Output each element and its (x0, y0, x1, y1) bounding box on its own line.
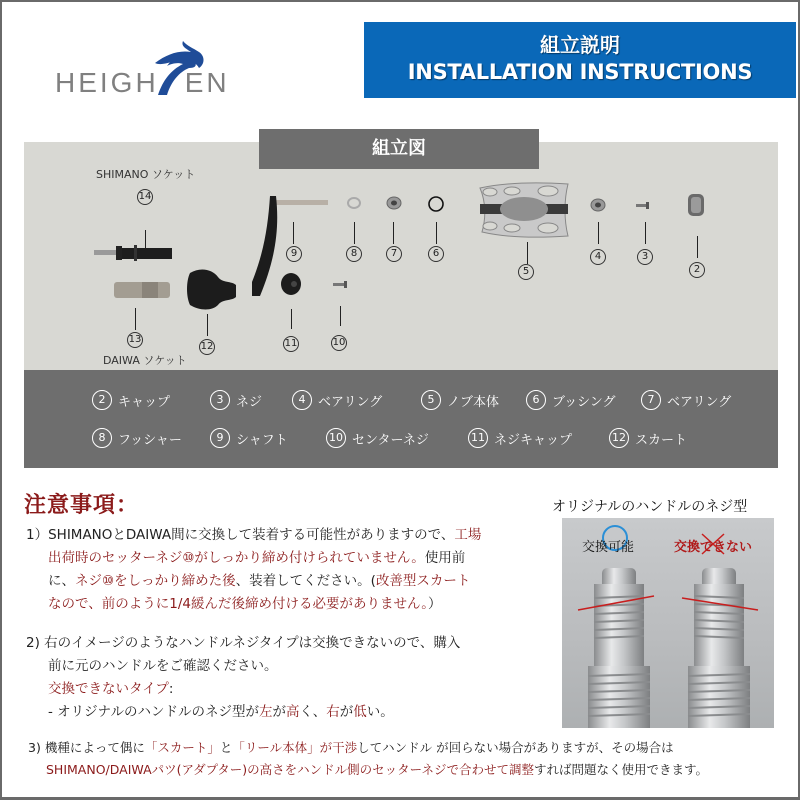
legend-number: 4 (292, 390, 312, 410)
leader-line (393, 222, 394, 244)
note-prefix: 2) (26, 635, 40, 651)
legend-number: 7 (641, 390, 661, 410)
exploded-diagram (24, 142, 778, 372)
callout-13: 13 (127, 332, 143, 348)
leader-line (436, 222, 437, 244)
leader-line (291, 309, 292, 329)
note-1-line-4 (26, 593, 546, 616)
title-en: INSTALLATION INSTRUCTIONS (407, 60, 753, 84)
notes-title: 注意事項： (24, 493, 140, 518)
legend-item (292, 390, 382, 410)
callout-7: 7 (386, 246, 402, 262)
note-1 (26, 524, 546, 616)
note-text: ） (428, 596, 442, 612)
legend-number: 8 (92, 428, 112, 448)
skirt-part (186, 267, 238, 311)
legend-number: 10 (326, 428, 346, 448)
legend-label: キャップ (118, 394, 171, 410)
legend-label: フッシャー (118, 432, 182, 448)
bearing-part (386, 196, 402, 210)
washer-part (347, 197, 361, 209)
note-1-line-3 (26, 570, 546, 593)
legend-item (421, 390, 499, 410)
note-text: 機種によって偶に (44, 740, 145, 755)
note-text-emphasis: 左 (259, 704, 273, 720)
note-text-emphasis: SHIMANO/DAIWAパツ(アダプター)の高さをハンドル側のセッターネジで合わせて (46, 762, 510, 777)
callout-8: 8 (346, 246, 362, 262)
thread-comparison-image (562, 518, 774, 728)
note-text: と (219, 740, 233, 755)
legend-row-1 (24, 390, 778, 420)
note-text: してハンドル が回らない場合がありますが、その場合は (357, 740, 674, 755)
note-text: が (272, 704, 286, 720)
note-1-line-1 (26, 524, 546, 547)
legend-label: センターネジ (352, 432, 429, 448)
legend-item (641, 390, 731, 410)
note-2-line-4 (26, 701, 546, 724)
note-text: SHIMANOとDAIWA間に交換して装着する可能性がありますので、 (48, 527, 455, 543)
screw-cap-part (280, 272, 302, 296)
legend-label: ノブ本体 (447, 394, 500, 410)
legend-label: ブッシング (552, 394, 616, 410)
note-2 (26, 632, 546, 724)
callout-6: 6 (428, 246, 444, 262)
shimano-socket-label: SHIMANO ソケット (96, 168, 196, 181)
leader-line (135, 308, 136, 330)
center-screw-part (333, 281, 349, 289)
legend-number: 12 (609, 428, 629, 448)
callout-3: 3 (637, 249, 653, 265)
title-jp: 組立説明 (540, 33, 620, 57)
legend-label: シャフト (236, 432, 288, 448)
note-text-emphasis: 低 (353, 704, 367, 720)
title-banner (364, 22, 796, 98)
daiwa-socket-part (114, 280, 172, 300)
cap-part (686, 192, 706, 218)
callout-12: 12 (199, 339, 215, 355)
note-text: 前に元のハンドルをご確認ください。 (48, 658, 278, 674)
callout-11: 11 (283, 336, 299, 352)
callout-5: 5 (518, 264, 534, 280)
legend-number: 9 (210, 428, 230, 448)
legend-item (468, 428, 572, 448)
note-text-emphasis: 交換できないタイプ (48, 681, 169, 697)
note-text: が (339, 704, 354, 720)
legend-label: ベアリング (318, 394, 383, 410)
legend-number: 11 (468, 428, 488, 448)
note-1-line-2 (26, 547, 546, 570)
leader-line (293, 222, 294, 244)
note-3-line-1 (28, 737, 708, 759)
legend-label: ベアリング (667, 394, 732, 410)
note-text-emphasis: 右 (326, 704, 340, 720)
thread-image-title: オリジナルのハンドルのネジ型 (552, 499, 748, 515)
legend-item (210, 390, 262, 410)
note-text: すれば問題なく使用できます。 (534, 762, 709, 777)
legend-item (326, 428, 429, 448)
legend-item (92, 390, 170, 410)
note-prefix: 1） (26, 527, 49, 543)
note-text: 、装着してください。( (235, 573, 376, 589)
leader-line (598, 222, 599, 244)
legend-number: 5 (421, 390, 441, 410)
note-3 (28, 737, 708, 781)
note-text-emphasis: 「スカート」 (144, 740, 220, 755)
knob-body-part (478, 182, 572, 238)
legend-item (210, 428, 288, 448)
exchangeable-label: 交換可能 (582, 540, 635, 555)
note-text: : (168, 681, 174, 697)
leader-line (207, 314, 208, 336)
note-text-emphasis: ネジ⑩をしっかり締めた後 (75, 573, 236, 589)
note-text: - オリジナルのハンドルのネジ型が (48, 704, 259, 720)
callout-14: 14 (137, 189, 153, 205)
legend-number: 3 (210, 390, 230, 410)
callout-9: 9 (286, 246, 302, 262)
legend-item (92, 428, 182, 448)
note-text-emphasis: 高 (286, 704, 300, 720)
note-text-emphasis: 改善型スカート (375, 573, 471, 589)
note-3-line-2 (28, 759, 708, 781)
note-text: く、 (299, 704, 327, 720)
note-text: 使用前 (424, 550, 466, 566)
legend-row-2 (24, 428, 778, 458)
legend-item (609, 428, 687, 448)
leader-line (697, 236, 698, 258)
callout-10: 10 (331, 335, 347, 351)
legend-label: ネジ (236, 394, 263, 410)
parts-legend (24, 370, 778, 468)
leader-line (527, 242, 528, 264)
note-text: い。 (366, 704, 394, 720)
shimano-socket-part (94, 242, 174, 264)
bushing-part (427, 196, 445, 212)
callout-2: 2 (689, 262, 705, 278)
note-text-emphasis: 「リール本体」 (232, 740, 320, 755)
note-2-line-3 (26, 678, 546, 701)
legend-label: スカート (635, 432, 688, 448)
leader-line (645, 222, 646, 244)
legend-number: 6 (526, 390, 546, 410)
screw-part (636, 202, 652, 210)
not-exchangeable-label: 交換できない (674, 540, 753, 555)
legend-item (526, 390, 616, 410)
logo-text-left: HEIGH (55, 67, 159, 98)
bearing-part (590, 198, 606, 212)
note-text-emphasis: 出荷時のセッターネジ⑩がしっかり締め付けられていません。 (48, 550, 425, 566)
brand-logo (55, 38, 255, 96)
legend-label: ネジキャップ (494, 432, 573, 448)
legend-number: 2 (92, 390, 112, 410)
note-text-emphasis: 工場 (454, 527, 482, 543)
diagram-tab-title: 組立図 (259, 129, 539, 169)
note-prefix: 3) (28, 740, 41, 755)
note-2-line-1 (26, 632, 546, 655)
note-text: に、 (48, 573, 75, 589)
note-text: 右のイメージのようなハンドルネジタイプは交換できないので、購入 (44, 635, 461, 651)
leader-line (340, 306, 341, 326)
note-text-emphasis: なので、前のように1/4緩んだ後締め付ける必要がありません。 (48, 596, 429, 612)
note-text-emphasis: 調整 (509, 762, 535, 777)
callout-4: 4 (590, 249, 606, 265)
daiwa-socket-label: DAIWA ソケット (103, 354, 187, 367)
logo-text-right: EN (184, 67, 230, 98)
brand-wordmark (55, 67, 230, 99)
leader-line (354, 222, 355, 244)
note-2-line-2 (26, 655, 546, 678)
note-text-emphasis: が干渉 (319, 740, 358, 755)
